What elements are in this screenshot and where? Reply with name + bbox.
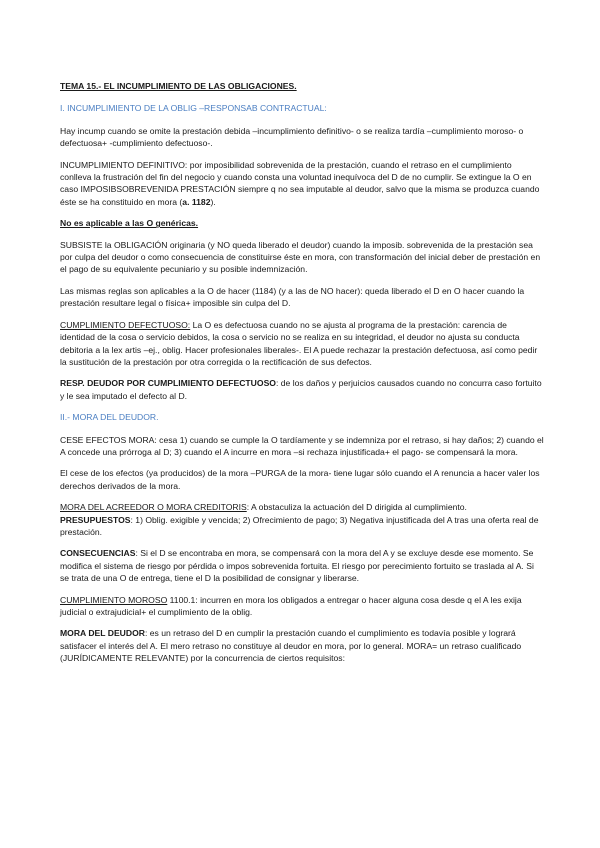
term-label: CUMPLIMIENTO DEFECTUOSO: — [60, 319, 191, 330]
section-heading-mora: II.- MORA DEL DEUDOR. — [60, 412, 159, 423]
paragraph-text: INCUMPLIMIENTO DEFINITIVO: por imposibilidad sobrevenida de la prestación, cuando el retraso en el cumplimiento conlleva la frustración del fin del negocio y cuando consta una voluntad inequívoca del D de no cumplir. Se extingue la O en caso IMPOSIBSOBREVENIDA PRESTACIÓN siempre q no sea imputable al deudor, salvo que la misma se produzca cuando éste se ha constituido en mora ( — [60, 159, 540, 207]
term-label: MORA DEL DEUDOR — [60, 628, 145, 639]
paragraph-mora-deudor — [60, 627, 544, 664]
paragraph-obligacion-hacer: Las mismas reglas son aplicables a la O de hacer (1184) (y a las de NO hacer): queda liberado el D en O hacer cuando la prestación resultare legal o física+ imposible sin culpa del D. — [60, 285, 525, 309]
paragraph-incumplimiento-intro: Hay incump cuando se omite la prestación debida –incumplimiento definitivo- o se realiza tardía –cumplimiento moroso- o defectuosa+ -cumplimiento defectuoso-. — [60, 125, 524, 149]
paragraph-subsiste: SUBSISTE la OBLIGACIÓN originaria (y NO queda liberado el deudor) cuando la imposib. sobrevenida de la prestación sea por culpa del deudor o como consecuencia de constituirse éste en mora, con transformación del inicial deber de prestación en el pago de su equivalente pecuniario y su posible indemnización. — [60, 239, 541, 275]
paragraph-incumplimiento-definitivo — [60, 159, 544, 209]
term-text: La O es defectuosa cuando no se ajusta al programa de la prestación: carencia de identidad de la cosa o servicio debidos, la cosa o servicio no se realiza en su integridad, el deudor no ajusta su conducta debitoria a la lex artis –ej., oblig. Hacer profesionales liberales-. El A puede rechazar la prestación defectuosa, así como pedir la sustitución de la prestación por otra corregida o la rectificación de sus defectos. — [60, 319, 538, 367]
term-text: 1100.1: incurren en mora los obligados a entregar o hacer alguna cosa desde q el A les exija judicial o extrajudicial+ el cumplimiento de la oblig. — [60, 594, 522, 617]
paragraph-text-end: ). — [210, 196, 216, 207]
term-label-presupuestos: PRESUPUESTOS — [60, 514, 131, 525]
paragraph-cese-efectos: CESE EFECTOS MORA: cesa 1) cuando se cumple la O tardíamente y se indemniza por el retraso, si hay daños; 2) cuando el A concede una prórroga al D; 3) cuando el A incurre en mora –si rechaza injustificada+ el pago- se compensará la mora. — [60, 434, 544, 457]
paragraph-mora-acreedor — [60, 501, 544, 538]
term-text: : A obstaculiza la actuación del D dirigida al cumplimiento. — [246, 502, 467, 513]
term-label: CUMPLIMIENTO MOROSO — [60, 594, 168, 605]
note-genericas: No es aplicable a las O genéricas. — [60, 218, 199, 229]
term-text: : Si el D se encontraba en mora, se compensará con la mora del A y se excluye desde ese momento. Se modifica el sistema de riesgo por pérdida o impos sobrevenida fortuita. El riesgo por perecimiento fortuito se traslada al A. Si se trata de una O de entrega, tiene el D la posibilidad de consignar y liberarse. — [60, 548, 534, 584]
term-label: MORA DEL ACREEDOR O MORA CREDITORIS — [60, 502, 247, 513]
paragraph-consecuencias — [60, 547, 544, 584]
term-text-presupuestos: : 1) Oblig. exigible y vencida; 2) Ofrecimiento de pago; 3) Negativa injustificada del A tras una oferta real de prestación. — [60, 514, 539, 537]
paragraph-cumplimiento-moroso — [60, 594, 544, 619]
paragraph-resp-deudor — [60, 377, 544, 402]
term-text: : es un retraso del D en cumplir la prestación cuando el cumplimiento es todavía posible y logrará satisfacer el interés del A. El mero retraso no constituye al deudor en mora, por lo general. MORA= un retraso cualificado (JURÍDICAMENTE RELEVANTE) por la concurrencia de ciertos requisitos: — [60, 628, 522, 664]
paragraph-purga-mora: El cese de los efectos (ya producidos) de la mora –PURGA de la mora- tiene lugar sólo cuando el A renuncia a hacer valer los derechos derivados de la mora. — [60, 468, 540, 491]
paragraph-cumplimiento-defectuoso — [60, 319, 544, 369]
term-label: RESP. DEUDOR POR CUMPLIMIENTO DEFECTUOSO — [60, 378, 276, 389]
section-heading-incumplimiento: I. INCUMPLIMIENTO DE LA OBLIG –RESPONSAB CONTRACTUAL: — [60, 103, 327, 114]
document-title: TEMA 15.- EL INCUMPLIMIENTO DE LAS OBLIGACIONES. — [60, 81, 297, 91]
term-label: CONSECUENCIAS — [60, 548, 136, 559]
article-reference: a. 1182 — [182, 196, 211, 207]
term-text: : de los daños y perjuicios causados cuando no concurra caso fortuito y le sea imputado el defecto al D. — [60, 378, 542, 401]
